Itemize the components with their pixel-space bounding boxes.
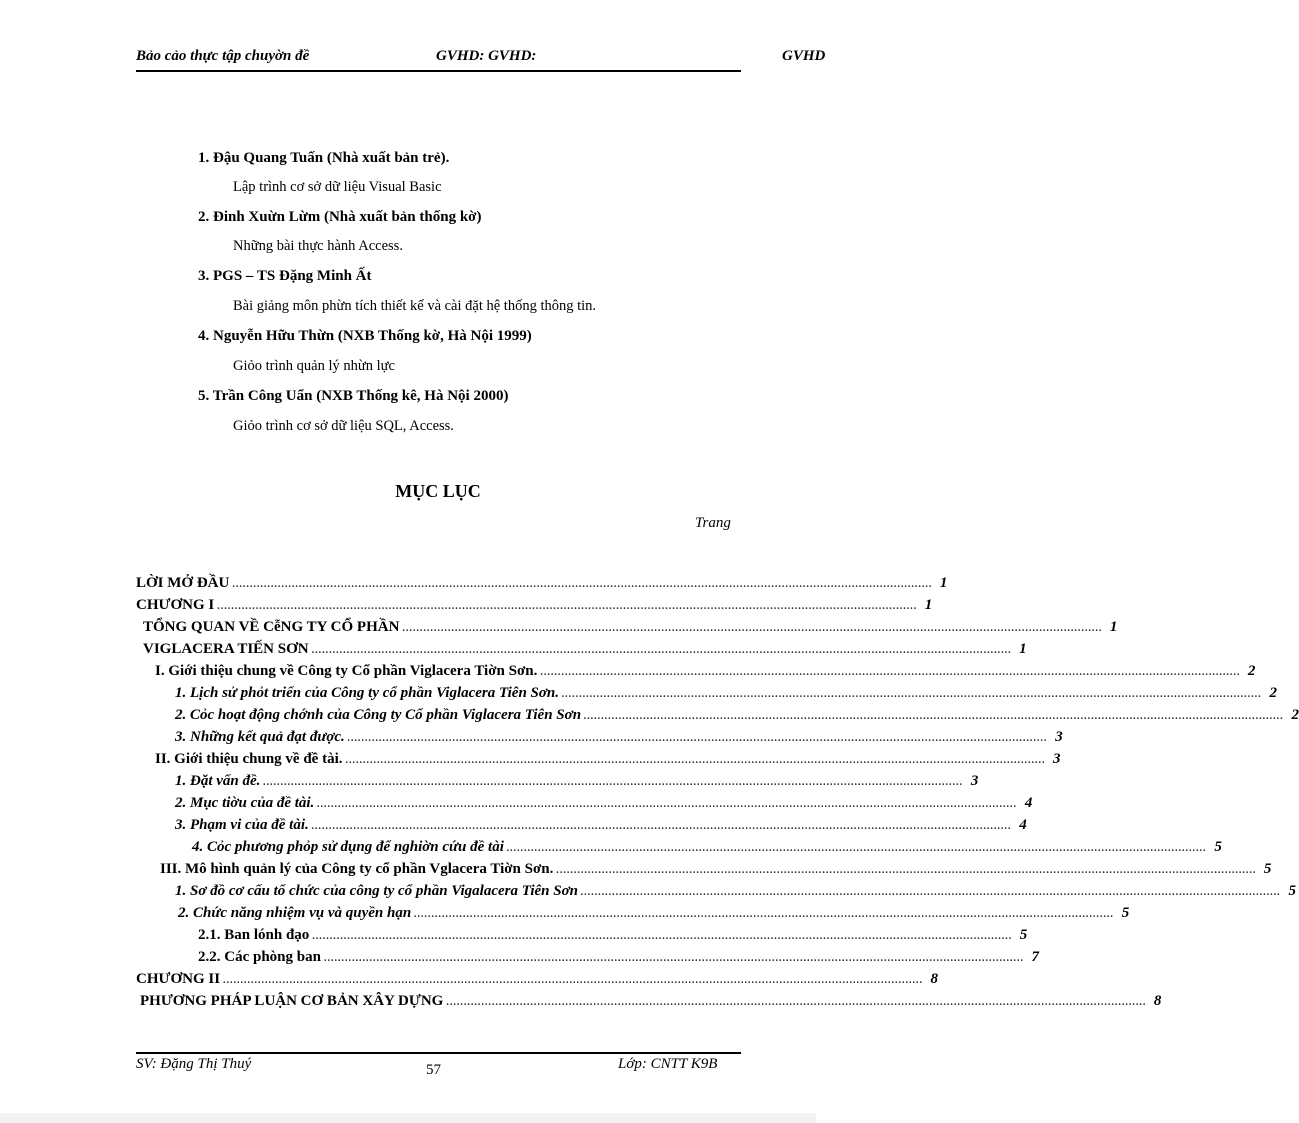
toc-leader [414, 909, 1114, 920]
toc-entry[interactable] [136, 971, 939, 992]
reference-description: Bài giảng môn phừn tích thiết kế và cài đặt hệ thống thông tin. [233, 298, 597, 314]
header-supervisor-cut: GVHD [782, 48, 826, 64]
toc-leader [346, 755, 1046, 766]
toc-leader [584, 711, 1284, 722]
toc-entry-text: TỔNG QUAN VỀ CễNG TY CỔ PHẦN [143, 619, 400, 635]
toc-leader [446, 997, 1146, 1008]
toc-entry-text: 2. Chức năng nhiệm vụ và quyền hạn [178, 905, 412, 921]
reference-title: 4. Nguyễn Hữu Thừn (NXB Thống kờ, Hà Nội 1999) [198, 328, 532, 344]
toc-entry-text: 1. Lịch sử phỏt triển của Công ty cổ phần Viglacera Tiên Sơn. [175, 685, 560, 701]
reference-description: Lập trình cơ sở dữ liệu Visual Basic [233, 179, 442, 195]
toc-entry-page: 2 [1291, 707, 1299, 723]
toc-leader [232, 579, 932, 590]
toc-entry-page: 3 [970, 773, 979, 789]
toc-entry[interactable] [143, 641, 1027, 662]
toc-entry[interactable] [178, 905, 1130, 926]
toc-leader [507, 843, 1207, 854]
toc-entry-text: 3. Phạm vi của đề tài. [175, 817, 309, 833]
toc-page-column-label: Trang [695, 515, 731, 531]
toc-entry-text: II. Giới thiệu chung về đề tài. [155, 751, 343, 767]
footer-page-number: 57 [426, 1062, 441, 1078]
toc-entry-text: CHƯƠNG II [136, 971, 221, 987]
toc-entry-page: 1 [939, 575, 948, 591]
toc-entry-page: 5 [1214, 839, 1222, 855]
toc-leader [223, 975, 923, 986]
header-supervisor: GVHD: GVHD: [436, 48, 537, 64]
toc-leader [540, 667, 1240, 678]
toc-entry-page: 5 [1288, 883, 1297, 899]
toc-entry-page: 1 [1109, 619, 1118, 635]
reference-title: 3. PGS – TS Đặng Minh Ất [198, 268, 372, 284]
toc-leader [312, 931, 1012, 942]
reference-description: Giỏo trình cơ sở dữ liệu SQL, Access. [233, 418, 454, 434]
toc-leader [562, 689, 1262, 700]
toc-leader [556, 865, 1256, 876]
toc-leader [581, 887, 1281, 898]
toc-leader [312, 645, 1012, 656]
header-report-title: Bảo cảo thực tập chuyờn đề [136, 48, 310, 64]
footer-class: Lớp: CNTT K9B [618, 1056, 718, 1072]
toc-entry[interactable] [175, 773, 979, 794]
reference-description: Những bài thực hành Access. [233, 238, 403, 254]
toc-entry-page: 4 [1024, 795, 1033, 811]
toc-entry[interactable] [175, 883, 1297, 904]
toc-entry-text: 1. Sơ đồ cơ cấu tổ chức của công ty cổ phần Vigalacera Tiên Sơn [175, 883, 579, 899]
toc-entry[interactable] [192, 839, 1222, 860]
toc-entry-page: 1 [924, 597, 933, 613]
toc-entry[interactable] [136, 597, 933, 618]
toc-heading: MỤC LỤC [395, 481, 481, 501]
toc-entry-page: 7 [1031, 949, 1039, 965]
toc-entry-page: 8 [930, 971, 939, 987]
toc-entry-text: 2. Mục tiờu của đề tài. [175, 795, 315, 811]
toc-entry[interactable] [175, 729, 1063, 750]
toc-entry-text: 4. Cỏc phương phỏp sử dụng để nghiờn cứu đề tài [192, 839, 504, 855]
reference-description: Giỏo trình quản lý nhừn lực [233, 358, 395, 374]
toc-entry-page: 8 [1153, 993, 1162, 1009]
toc-entry[interactable] [160, 861, 1272, 882]
reference-title: 2. Đinh Xuừn Lừm (Nhà xuất bản thống kờ) [198, 209, 482, 225]
toc-entry-text: CHƯƠNG I [136, 597, 215, 613]
toc-entry-page: 2 [1247, 663, 1256, 679]
page-bottom-strip [0, 1113, 816, 1123]
toc-leader [312, 821, 1012, 832]
toc-entry-text: PHƯƠNG PHÁP LUẬN CƠ BẢN XÂY DỰNG [140, 993, 444, 1009]
toc-entry-text: LỜI MỞ ĐẦU [136, 575, 230, 591]
toc-entry[interactable] [136, 575, 948, 596]
toc-entry[interactable] [175, 707, 1299, 728]
toc-entry[interactable] [175, 817, 1027, 838]
toc-entry[interactable] [198, 927, 1028, 948]
header-rule [136, 70, 741, 72]
footer-rule [136, 1052, 741, 1054]
toc-leader [348, 733, 1048, 744]
toc-entry-page: 1 [1019, 641, 1027, 657]
footer-student: SV: Đặng Thị Thuý [136, 1056, 252, 1072]
toc-entry[interactable] [155, 663, 1256, 684]
toc-entry[interactable] [140, 993, 1162, 1014]
toc-entry-text: VIGLACERA TIẾN SƠN [143, 641, 309, 657]
toc-entry-page: 2 [1269, 685, 1278, 701]
reference-title: 1. Đậu Quang Tuấn (Nhà xuất bản trẻ). [198, 150, 450, 166]
toc-entry[interactable] [143, 619, 1118, 640]
toc-entry-text: III. Mô hình quản lý của Công ty cổ phần Vglacera Tiờn Sơn. [160, 861, 554, 877]
reference-title: 5. Trần Công Uẩn (NXB Thống kê, Hà Nội 2000) [198, 388, 509, 404]
toc-entry-page: 5 [1019, 927, 1028, 943]
toc-entry-text: 2.2. Các phòng ban [198, 949, 321, 965]
toc-entry-page: 4 [1019, 817, 1027, 833]
toc-entry-text: 3. Những kết quả đạt được. [175, 729, 345, 745]
toc-entry-page: 3 [1055, 729, 1063, 745]
toc-entry[interactable] [198, 949, 1039, 970]
toc-leader [324, 953, 1024, 964]
toc-entry-page: 5 [1121, 905, 1130, 921]
toc-leader [317, 799, 1017, 810]
toc-entry-text: I. Giới thiệu chung về Công ty Cổ phần Viglacera Tiờn Sơn. [155, 663, 538, 679]
toc-entry[interactable] [175, 795, 1033, 816]
toc-entry-page: 5 [1263, 861, 1272, 877]
toc-entry[interactable] [175, 685, 1278, 706]
toc-entry-page: 3 [1053, 751, 1061, 767]
toc-leader [217, 601, 917, 612]
toc-entry[interactable] [155, 751, 1061, 772]
toc-leader [263, 777, 963, 788]
toc-entry-text: 2.1. Ban lónh đạo [198, 927, 310, 943]
toc-entry-text: 2. Cỏc hoạt động chớnh của Công ty Cổ phần Viglacera Tiên Sơn [175, 707, 582, 723]
toc-leader [402, 623, 1102, 634]
toc-entry-text: 1. Đặt vấn đề. [175, 773, 261, 789]
